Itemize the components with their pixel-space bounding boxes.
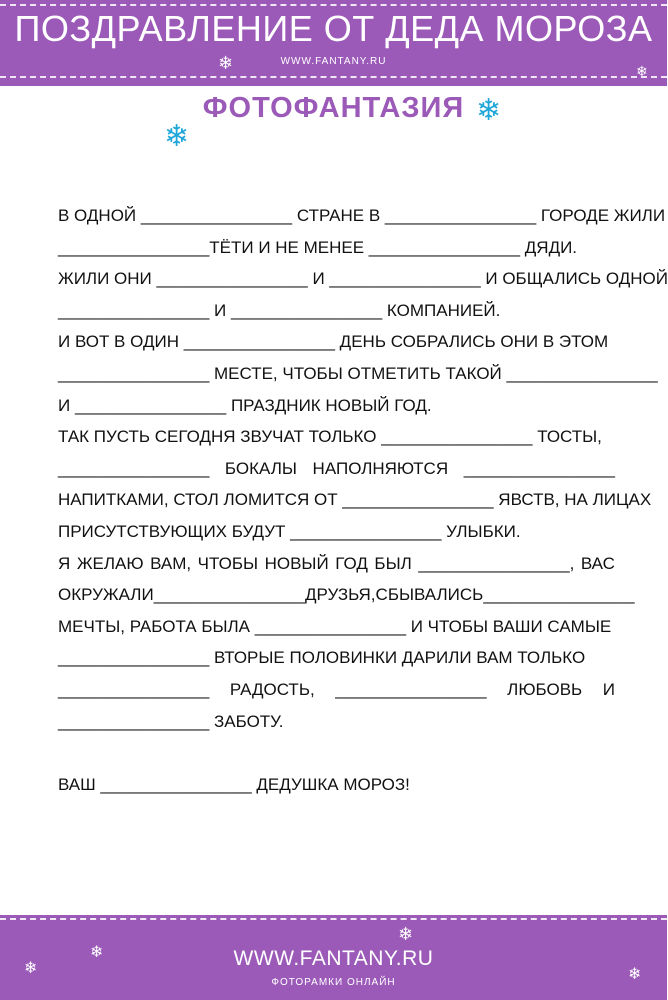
letter-line: И ВОТ В ОДИН ________________ ДЕНЬ СОБРАЛИСЬ ОНИ В ЭТОМ — [58, 332, 609, 352]
letter-line: ________________ И ________________ КОМПАНИЕЙ. — [58, 300, 501, 320]
letter-word: ________________ — [58, 679, 210, 699]
letter-word: ВАС — [580, 553, 615, 573]
footer-url[interactable]: WWW.FANTANY.RU — [233, 947, 434, 970]
letter-word: Я — [58, 553, 71, 573]
footer-dashed-border — [0, 918, 667, 920]
snowflake-icon: ❄ — [476, 94, 502, 127]
letter-line — [58, 548, 615, 580]
letter-line: ________________ ВТОРЫЕ ПОЛОВИНКИ ДАРИЛИ ВАМ ТОЛЬКО — [58, 648, 586, 668]
letter-word: ________________, — [418, 553, 575, 573]
letter-word: ________________ — [463, 458, 615, 478]
letter-word: ________________ — [153, 585, 305, 605]
letter-word: ЖЕЛАЮ — [76, 553, 144, 573]
letter-line: ТАК ПУСТЬ СЕГОДНЯ ЗВУЧАТ ТОЛЬКО ________________ ТОСТЫ, — [58, 427, 602, 447]
snowflake-icon: ❄ — [398, 924, 414, 944]
snowflake-icon: ❄ — [90, 944, 104, 961]
letter-word: И — [602, 679, 615, 699]
letter-line: И ________________ ПРАЗДНИК НОВЫЙ ГОД. — [58, 395, 432, 415]
letter-word: ЛЮБОВЬ — [507, 679, 583, 699]
snowflake-icon: ❄ — [24, 960, 38, 977]
letter-word: ЧТОБЫ — [197, 553, 259, 573]
letter-line — [58, 674, 615, 706]
letter-word: БОКАЛЫ — [224, 458, 297, 478]
snowflake-icon: ❄ — [628, 966, 642, 983]
letter-line: ________________ МЕСТЕ, ЧТОБЫ ОТМЕТИТЬ ТАКОЙ ________________ — [58, 363, 658, 383]
snowflake-icon: ❄ — [636, 63, 648, 79]
letter-word: ВАМ, — [150, 553, 192, 573]
letter-line: ЖИЛИ ОНИ ________________ И ________________ И ОБЩАЛИСЬ ОДНОЙ — [58, 269, 668, 289]
letter-line: В ОДНОЙ ________________ СТРАНЕ В ________________ ГОРОДЕ ЖИЛИ — [58, 206, 666, 225]
footer-tagline: ФОТОРАМКИ ОНЛАЙН — [271, 977, 396, 988]
letter-word: ОКРУЖАЛИ — [58, 585, 154, 605]
letter-word: ________________ — [58, 458, 210, 478]
letter-body — [58, 200, 668, 800]
snowflake-icon: ❄ — [218, 53, 234, 73]
letter-word: СБЫВАЛИСЬ — [375, 585, 484, 605]
letter-word: НОВЫЙ — [264, 553, 329, 573]
letter-word: ________________ — [483, 585, 635, 605]
header-site-url: WWW.FANTANY.RU — [280, 56, 387, 67]
letter-line: ________________ ЗАБОТУ. — [58, 711, 284, 731]
letter-line: НАПИТКАМИ, СТОЛ ЛОМИТСЯ ОТ ________________ ЯВСТВ, НА ЛИЦАХ — [58, 490, 652, 510]
header-band — [0, 0, 667, 86]
letter-word: ________________ — [335, 679, 487, 699]
letter-line — [58, 579, 635, 611]
letter-line: МЕЧТЫ, РАБОТА БЫЛА ________________ И ЧТОБЫ ВАШИ САМЫЕ — [58, 616, 612, 636]
letter-signature: ВАШ ________________ ДЕДУШКА МОРОЗ! — [58, 774, 410, 794]
letter-line — [58, 453, 615, 485]
letter-word: БЫЛ — [374, 553, 412, 573]
letter-line: ________________ТЁТИ И НЕ МЕНЕЕ ________________ ДЯДИ. — [58, 237, 578, 257]
page-subtitle: ФОТОФАНТАЗИЯ — [202, 92, 465, 124]
letter-word: ГОД — [335, 553, 368, 573]
letter-word: ДРУЗЬЯ, — [304, 585, 376, 605]
header-dashed-border-top — [0, 4, 667, 6]
header-dashed-border-bottom — [0, 76, 667, 78]
letter-word: РАДОСТЬ, — [229, 679, 315, 699]
letter-line: ПРИСУТСТВУЮЩИХ БУДУТ ________________ УЛЫБКИ. — [58, 521, 521, 541]
spacer — [58, 737, 615, 769]
page-header-title: ПОЗДРАВЛЕНИЕ ОТ ДЕДА МОРОЗА — [14, 8, 653, 49]
snowflake-icon: ❄ — [164, 120, 190, 153]
letter-word: НАПОЛНЯЮТСЯ — [312, 458, 449, 478]
